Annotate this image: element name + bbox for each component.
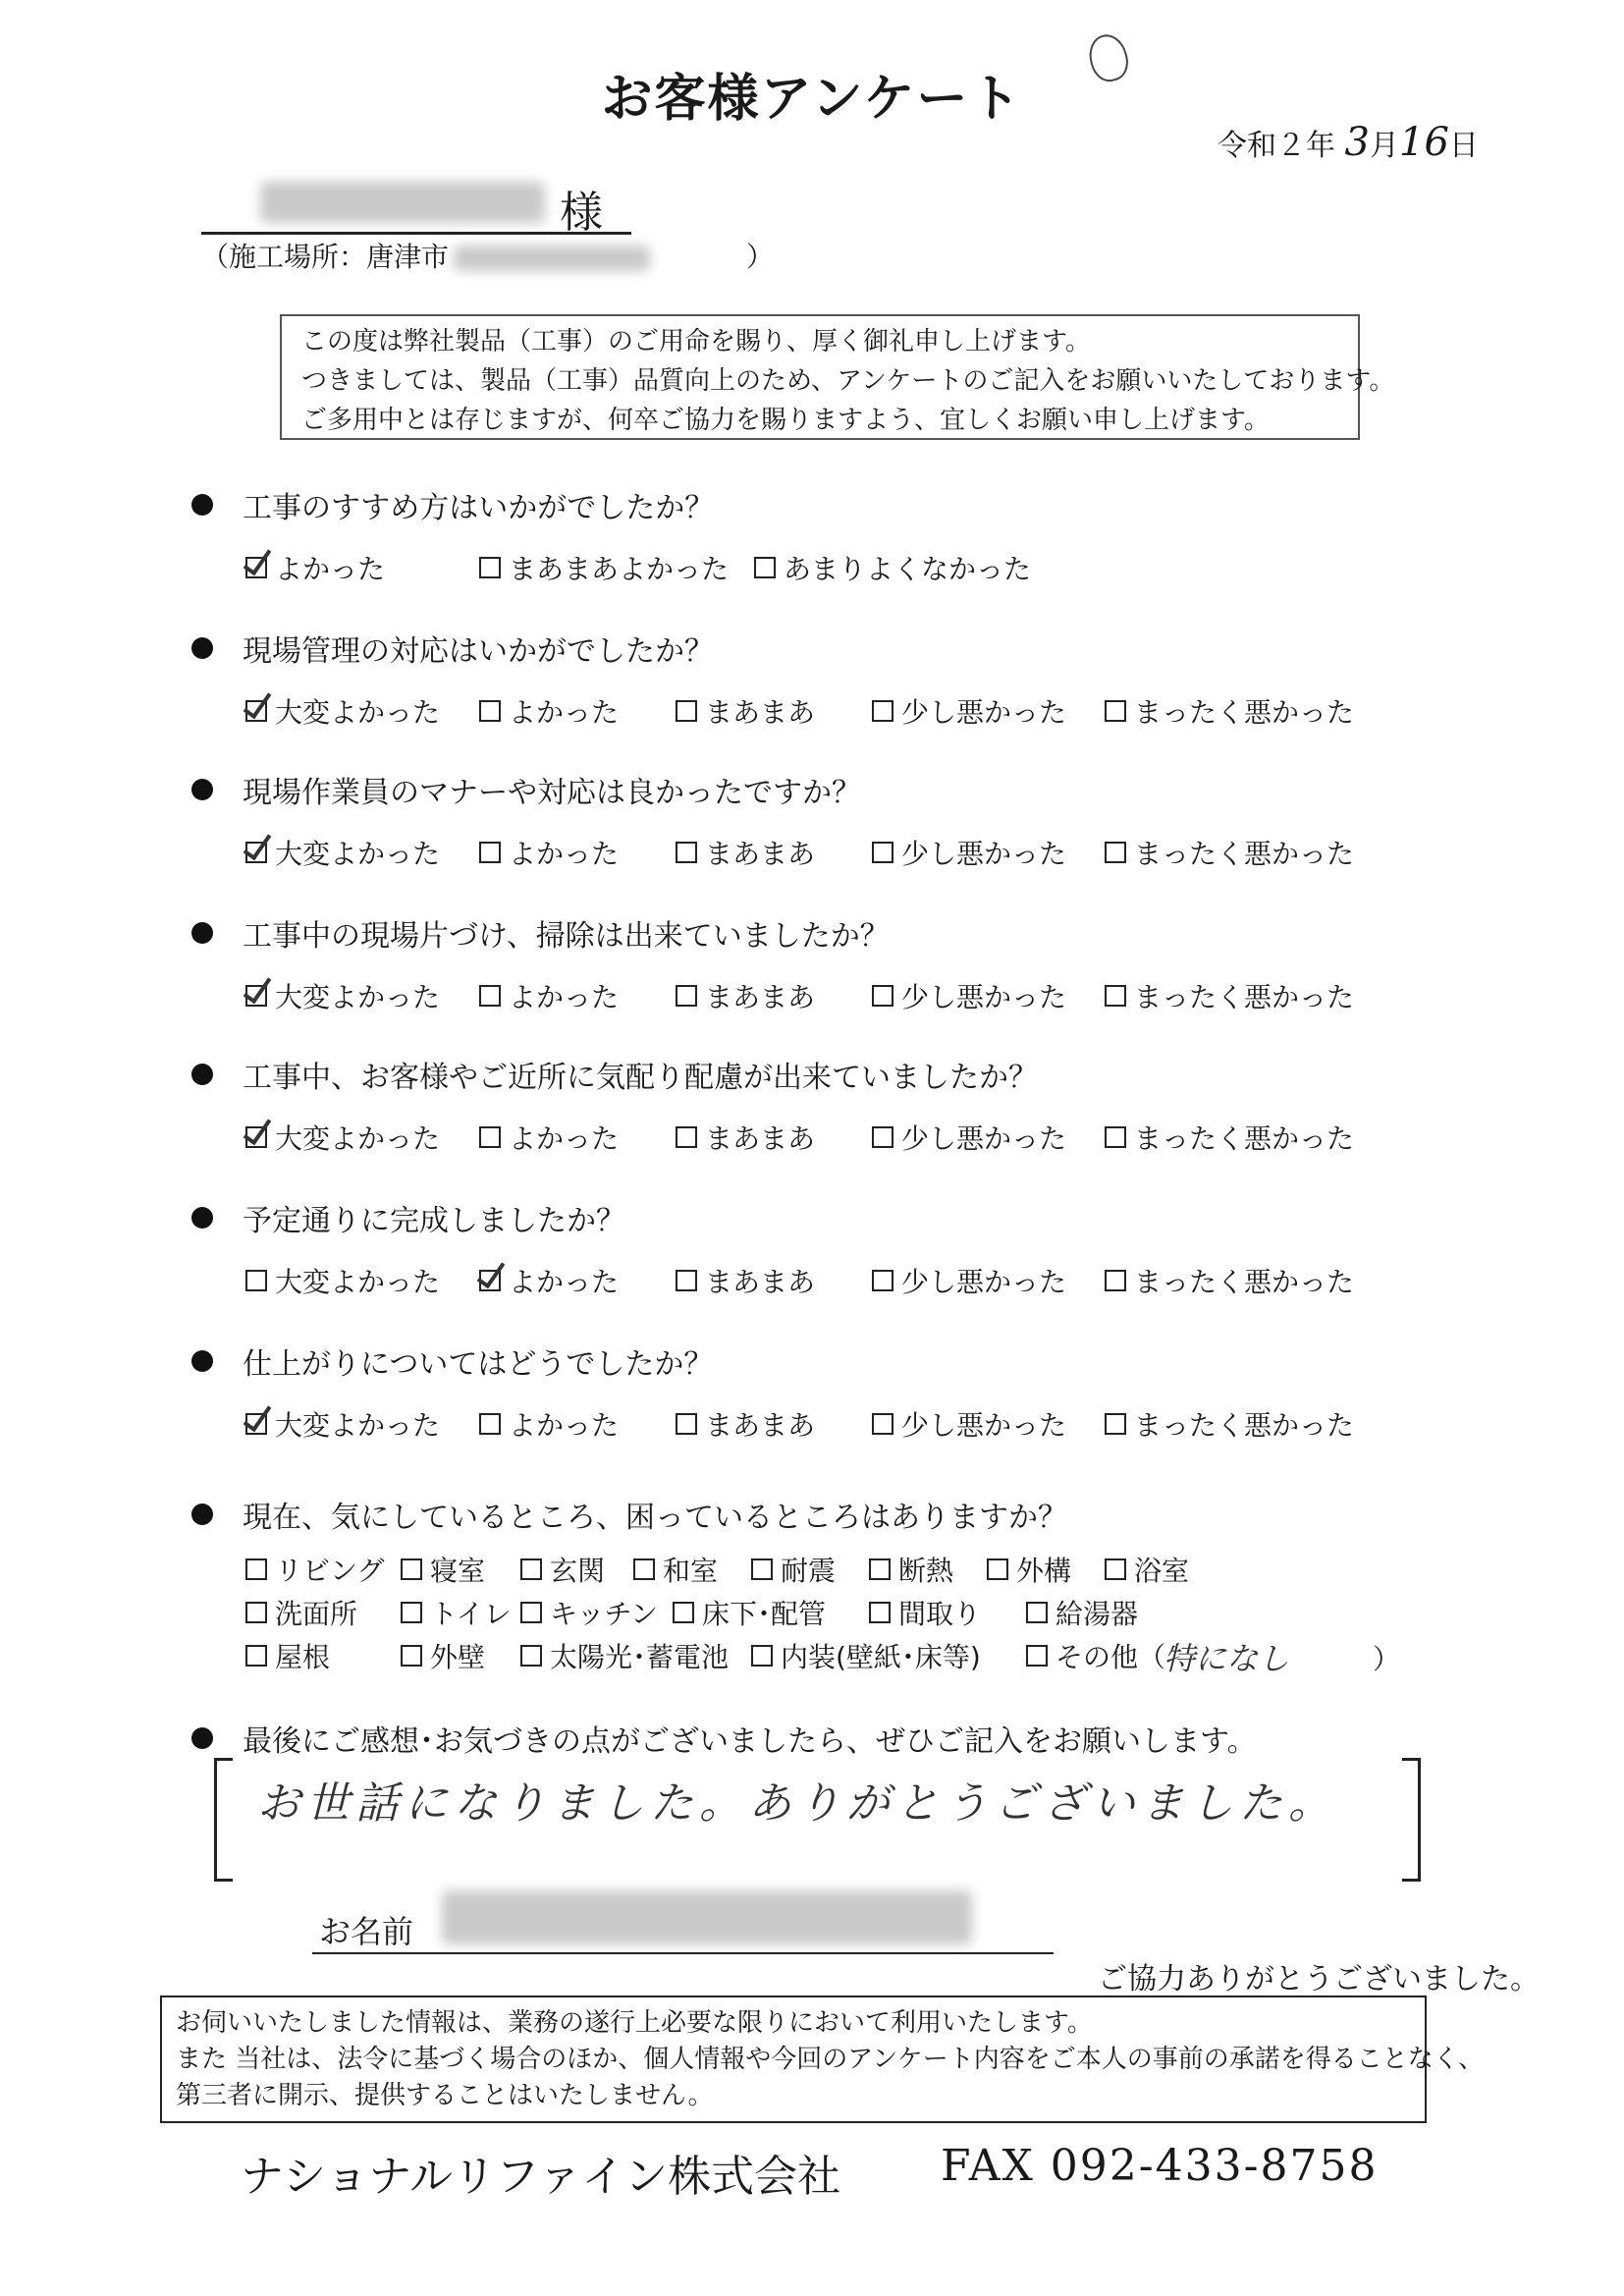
date-day: 16 bbox=[1399, 120, 1449, 165]
checkbox-icon[interactable] bbox=[676, 985, 697, 1007]
fax-number: FAX 092-433-8758 bbox=[941, 2141, 1379, 2191]
question bbox=[191, 1339, 713, 1383]
option[interactable] bbox=[245, 1118, 440, 1157]
intro-line: この度は弊社製品（工事）のご用命を賜り、厚く御礼申し上げます。 bbox=[301, 327, 1091, 356]
question bbox=[191, 1053, 1038, 1096]
date-day-unit: 日 bbox=[1448, 129, 1479, 163]
option[interactable] bbox=[245, 691, 440, 731]
option-label: 寝室 bbox=[430, 1555, 486, 1587]
checkbox-icon[interactable] bbox=[520, 1558, 542, 1580]
option-label: 大変よかった bbox=[275, 981, 441, 1013]
site-close: ） bbox=[746, 241, 775, 273]
checkbox-icon[interactable] bbox=[401, 1645, 422, 1667]
option-label: 床下･配管 bbox=[702, 1598, 827, 1630]
option[interactable] bbox=[872, 691, 1066, 731]
option-label: 太陽光･蓄電池 bbox=[550, 1641, 730, 1673]
date-prefix: 令和２年 bbox=[1218, 129, 1335, 163]
question-text: 最後にご感想･お気づきの点がございましたら、ぜひご記入をお願いします。 bbox=[243, 1724, 1257, 1759]
checkbox-icon[interactable] bbox=[676, 700, 697, 722]
page-title: お客様アンケート bbox=[601, 70, 1023, 129]
option[interactable] bbox=[676, 1404, 815, 1444]
concerns-question bbox=[191, 1493, 1067, 1536]
option[interactable] bbox=[401, 1550, 485, 1589]
option[interactable] bbox=[401, 1593, 512, 1632]
option[interactable] bbox=[751, 1550, 836, 1589]
checkbox-icon[interactable] bbox=[987, 1558, 1008, 1580]
option[interactable] bbox=[520, 1636, 729, 1675]
checkbox-icon[interactable] bbox=[1105, 1558, 1126, 1580]
privacy-line: 第三者に開示、提供することはいたしません。 bbox=[176, 2081, 714, 2110]
option-label: まあまあ bbox=[705, 696, 816, 729]
checkbox-icon[interactable] bbox=[1105, 1413, 1126, 1435]
checkbox-icon[interactable] bbox=[1105, 985, 1126, 1007]
comment-bracket-right bbox=[1402, 1758, 1421, 1882]
option[interactable] bbox=[751, 1636, 981, 1675]
date-month: 3 bbox=[1344, 120, 1370, 165]
intro-line: つきましては、製品（工事）品質向上のため、アンケートのご記入をお願いいたしております。 bbox=[301, 366, 1395, 396]
question bbox=[191, 483, 714, 526]
question-text: 工事のすすめ方はいかがでしたか？ bbox=[243, 491, 715, 525]
option-label: まったく悪かった bbox=[1134, 838, 1355, 870]
bullet-icon bbox=[191, 1727, 213, 1749]
option-label: 大変よかった bbox=[275, 1122, 441, 1155]
privacy-notice bbox=[160, 1995, 1485, 2123]
option-label: よかった bbox=[275, 553, 386, 585]
option[interactable] bbox=[479, 976, 619, 1015]
option-label: よかった bbox=[509, 1266, 620, 1298]
option-label: 耐震 bbox=[781, 1555, 837, 1587]
survey-date bbox=[1218, 120, 1479, 165]
option-label: よかった bbox=[509, 981, 620, 1013]
comment-text: お世話になりました。ありがとうございました。 bbox=[257, 1778, 1337, 1829]
checkbox-icon[interactable] bbox=[676, 1126, 697, 1148]
checkbox-icon[interactable] bbox=[676, 842, 697, 863]
intro-line: ご多用中とは存じますが、何卒ご協力を賜りますよう、宜しくお願い申し上げます。 bbox=[301, 406, 1270, 435]
option-label: 少し悪かった bbox=[901, 981, 1067, 1013]
option-label: 少し悪かった bbox=[901, 838, 1067, 870]
option[interactable] bbox=[245, 1404, 440, 1444]
option-label: まあまあ bbox=[705, 838, 816, 870]
option-label: 少し悪かった bbox=[901, 1409, 1067, 1442]
option[interactable] bbox=[1105, 1118, 1354, 1157]
checkbox-icon[interactable] bbox=[751, 1645, 773, 1667]
option-label: 和室 bbox=[663, 1555, 719, 1587]
option-label: まったく悪かった bbox=[1134, 1122, 1355, 1155]
option[interactable] bbox=[1105, 691, 1354, 731]
bullet-icon bbox=[191, 779, 213, 800]
checkbox-icon[interactable] bbox=[872, 985, 893, 1007]
option[interactable] bbox=[245, 1261, 440, 1300]
checkbox-icon[interactable] bbox=[673, 1602, 694, 1623]
privacy-line: お伺いいたしました情報は、業務の遂行上必要な限りにおいて利用いたします。 bbox=[176, 2008, 1093, 2038]
option-label: 少し悪かった bbox=[901, 1122, 1067, 1155]
checkbox-icon[interactable] bbox=[1026, 1602, 1048, 1623]
option-label: 外構 bbox=[1016, 1555, 1072, 1587]
redacted-customer-name bbox=[260, 182, 545, 223]
option-label: トイレ bbox=[430, 1598, 512, 1630]
bullet-icon bbox=[191, 494, 213, 516]
checkbox-icon[interactable] bbox=[520, 1602, 542, 1623]
question bbox=[191, 1196, 625, 1239]
checkbox-icon[interactable] bbox=[1026, 1645, 1048, 1667]
question-text: 仕上がりについてはどうでしたか？ bbox=[243, 1347, 714, 1382]
checkbox-icon[interactable] bbox=[872, 1126, 893, 1148]
option-label: 浴室 bbox=[1134, 1555, 1190, 1587]
checkbox-icon[interactable] bbox=[676, 1270, 697, 1291]
checked-checkbox-icon[interactable] bbox=[245, 842, 267, 863]
option[interactable] bbox=[245, 1550, 384, 1589]
checkbox-icon[interactable] bbox=[479, 842, 501, 863]
checkbox-icon[interactable] bbox=[869, 1602, 891, 1623]
option[interactable] bbox=[676, 976, 815, 1015]
option[interactable] bbox=[869, 1550, 953, 1589]
option-label: よかった bbox=[509, 1122, 620, 1155]
option-label: よかった bbox=[509, 838, 620, 870]
checkbox-icon[interactable] bbox=[872, 1270, 893, 1291]
checkbox-icon[interactable] bbox=[633, 1558, 655, 1580]
option[interactable] bbox=[1026, 1636, 1165, 1675]
checkbox-icon[interactable] bbox=[676, 1413, 697, 1435]
question bbox=[191, 627, 714, 670]
checkbox-icon[interactable] bbox=[1105, 700, 1126, 722]
redacted-site-address bbox=[454, 246, 650, 271]
checkbox-icon[interactable] bbox=[872, 1413, 893, 1435]
option[interactable] bbox=[479, 1261, 619, 1300]
option[interactable] bbox=[1105, 833, 1354, 872]
option[interactable] bbox=[520, 1593, 658, 1632]
option-label: 洗面所 bbox=[275, 1598, 358, 1630]
option[interactable] bbox=[1026, 1593, 1138, 1632]
option[interactable] bbox=[245, 548, 385, 587]
option[interactable] bbox=[1105, 1550, 1189, 1589]
bullet-icon bbox=[191, 1350, 213, 1372]
option[interactable] bbox=[676, 833, 815, 872]
checkbox-icon[interactable] bbox=[245, 1270, 267, 1291]
checkbox-icon[interactable] bbox=[245, 1645, 267, 1667]
option-label: まあまあ bbox=[705, 1122, 816, 1155]
name-label: お名前 bbox=[319, 1913, 414, 1950]
option[interactable] bbox=[872, 1404, 1066, 1444]
checkbox-icon[interactable] bbox=[479, 1126, 501, 1148]
option[interactable] bbox=[676, 1261, 815, 1300]
option[interactable] bbox=[673, 1593, 826, 1632]
checkbox-icon[interactable] bbox=[869, 1558, 891, 1580]
option-label: キッチン bbox=[550, 1598, 659, 1630]
question bbox=[191, 768, 861, 811]
option[interactable] bbox=[520, 1550, 605, 1589]
option[interactable] bbox=[872, 1261, 1066, 1300]
option-label: よかった bbox=[509, 1409, 620, 1442]
option-label: 少し悪かった bbox=[901, 1266, 1067, 1298]
option[interactable] bbox=[479, 1118, 619, 1157]
option-label: 給湯器 bbox=[1056, 1598, 1139, 1630]
checkbox-icon[interactable] bbox=[401, 1602, 422, 1623]
option-label: 断熱 bbox=[898, 1555, 954, 1587]
option-label: まあまあよかった bbox=[509, 553, 730, 585]
option-label: その他（ bbox=[1056, 1641, 1166, 1673]
checkbox-icon[interactable] bbox=[1105, 1270, 1126, 1291]
option-label: 少し悪かった bbox=[901, 696, 1067, 729]
option-label: 玄関 bbox=[550, 1555, 606, 1587]
privacy-line: また 当社は、法令に基づく場合のほか、個人情報や今回のアンケート内容をご本人の事前の承諾を得ることなく、 bbox=[176, 2045, 1485, 2074]
question-text: 工事中、お客様やご近所に気配り配慮が出来ていましたか？ bbox=[243, 1061, 1038, 1095]
option-label: まったく悪かった bbox=[1134, 1409, 1355, 1442]
option[interactable] bbox=[869, 1593, 981, 1632]
option[interactable] bbox=[633, 1550, 718, 1589]
option[interactable] bbox=[479, 691, 619, 731]
question bbox=[191, 911, 890, 955]
checkbox-icon[interactable] bbox=[479, 1413, 501, 1435]
question-text: 現場管理の対応はいかがでしたか？ bbox=[243, 634, 714, 669]
option[interactable] bbox=[987, 1550, 1071, 1589]
option[interactable] bbox=[245, 833, 440, 872]
checkbox-icon[interactable] bbox=[1105, 1126, 1126, 1148]
option-label: まあまあ bbox=[705, 1409, 816, 1442]
other-value: 特になし bbox=[1164, 1640, 1290, 1677]
option-label: 大変よかった bbox=[275, 838, 441, 870]
option-label: 大変よかった bbox=[275, 696, 441, 729]
option-label: まあまあ bbox=[705, 981, 816, 1013]
thanks-text: ご協力ありがとうございました。 bbox=[1098, 1962, 1540, 1996]
option[interactable] bbox=[401, 1636, 485, 1675]
option[interactable] bbox=[872, 833, 1066, 872]
option-label: まあまあ bbox=[705, 1266, 816, 1298]
checkbox-icon[interactable] bbox=[872, 842, 893, 863]
comment-bracket-left bbox=[214, 1758, 233, 1882]
question-text: 予定通りに完成しましたか？ bbox=[243, 1204, 625, 1238]
question-text: 現在、気にしているところ、困っているところはありますか？ bbox=[243, 1501, 1067, 1535]
option[interactable] bbox=[872, 1118, 1066, 1157]
option[interactable] bbox=[479, 548, 729, 587]
intro-box bbox=[280, 314, 1395, 440]
option[interactable] bbox=[245, 1593, 357, 1632]
checkbox-icon[interactable] bbox=[751, 1558, 773, 1580]
other-close: ） bbox=[1373, 1643, 1401, 1675]
option[interactable] bbox=[479, 833, 619, 872]
option-label: 大変よかった bbox=[275, 1409, 441, 1442]
option-label: 大変よかった bbox=[275, 1266, 441, 1298]
site-label: （施工場所：唐津市 bbox=[201, 241, 450, 273]
redacted-signature bbox=[442, 1890, 972, 1944]
option-label: よかった bbox=[509, 696, 620, 729]
checkbox-icon[interactable] bbox=[479, 985, 501, 1007]
checkbox-icon[interactable] bbox=[245, 1602, 267, 1623]
option[interactable] bbox=[1105, 976, 1354, 1015]
option-label: まったく悪かった bbox=[1134, 696, 1355, 729]
comments-question bbox=[191, 1717, 1257, 1760]
option-label: 間取り bbox=[898, 1598, 982, 1630]
bullet-icon bbox=[191, 1064, 213, 1085]
bullet-icon bbox=[191, 922, 213, 944]
checkbox-icon[interactable] bbox=[479, 700, 501, 722]
checkbox-icon[interactable] bbox=[245, 1558, 267, 1580]
checkbox-icon[interactable] bbox=[754, 557, 776, 578]
option-label: まったく悪かった bbox=[1134, 1266, 1355, 1298]
checked-checkbox-icon[interactable] bbox=[245, 557, 267, 578]
option[interactable] bbox=[676, 691, 815, 731]
checked-checkbox-icon[interactable] bbox=[245, 985, 267, 1007]
date-month-unit: 月 bbox=[1370, 129, 1399, 163]
question-text: 工事中の現場片づけ、掃除は出来ていましたか？ bbox=[243, 919, 890, 954]
customer-name-underline bbox=[201, 232, 631, 235]
option-label: まったく悪かった bbox=[1134, 981, 1355, 1013]
option[interactable] bbox=[754, 548, 1031, 587]
honorific: 様 bbox=[560, 188, 603, 238]
option[interactable] bbox=[1105, 1261, 1354, 1300]
bullet-icon bbox=[191, 637, 213, 659]
company-name: ナショナルリファイン株式会社 bbox=[241, 2152, 841, 2202]
option-label: あまりよくなかった bbox=[784, 553, 1032, 585]
option[interactable] bbox=[245, 976, 440, 1015]
checkbox-icon[interactable] bbox=[872, 700, 893, 722]
option-label: リビング bbox=[275, 1555, 385, 1587]
question-text: 現場作業員のマナーや対応は良かったですか？ bbox=[243, 776, 861, 810]
option[interactable] bbox=[479, 1404, 619, 1444]
checkbox-icon[interactable] bbox=[479, 557, 501, 578]
name-underline bbox=[312, 1952, 1054, 1954]
checkbox-icon[interactable] bbox=[1105, 842, 1126, 863]
checked-checkbox-icon[interactable] bbox=[479, 1270, 501, 1291]
option[interactable] bbox=[245, 1636, 330, 1675]
checked-checkbox-icon[interactable] bbox=[245, 700, 267, 722]
checkbox-icon[interactable] bbox=[401, 1558, 422, 1580]
option-label: 外壁 bbox=[430, 1641, 486, 1673]
option-label: 屋根 bbox=[275, 1641, 331, 1673]
checkbox-icon[interactable] bbox=[520, 1645, 542, 1667]
bullet-icon bbox=[191, 1207, 213, 1229]
option[interactable] bbox=[1105, 1404, 1354, 1444]
option[interactable] bbox=[872, 976, 1066, 1015]
bullet-icon bbox=[191, 1503, 213, 1525]
option-label: 内装(壁紙･床等) bbox=[781, 1641, 981, 1673]
checked-checkbox-icon[interactable] bbox=[245, 1413, 267, 1435]
checked-checkbox-icon[interactable] bbox=[245, 1126, 267, 1148]
option[interactable] bbox=[676, 1118, 815, 1157]
